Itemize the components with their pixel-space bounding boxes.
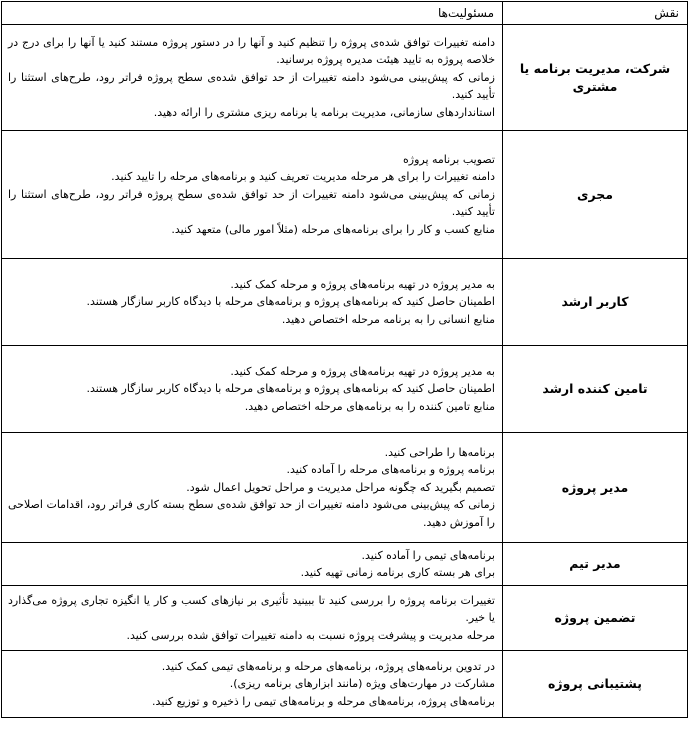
responsibility-text: زمانی که پیش‌بینی می‌شود دامنه تغییرات از حد توافق شده‌ی سطح بسته کاری فراتر رود، اقدامات اصلاحی را آموزش دهید. [8,498,495,529]
list-item [8,311,499,329]
table-row [2,25,688,131]
header-responsibilities: مسئولیت‌ها [2,2,503,25]
bullet-icon [0,69,1,87]
responsibility-list [8,592,499,645]
list-item [8,168,499,186]
responsibility-text: تصمیم بگیرید که چگونه مراحل مدیریت و مراحل تحویل اعمال شود. [186,480,495,494]
bullet-icon [0,151,1,169]
responsibility-list [8,276,499,329]
list-item [8,69,499,104]
responsibility-text: اطمینان حاصل کنید که برنامه‌های پروژه و برنامه‌های مرحله با دیدگاه کاربر سازگار هستند. [86,382,495,396]
bullet-icon [0,398,1,416]
responsibility-text: زمانی که پیش‌بینی می‌شود دامنه تغییرات از حد توافق شده‌ی سطح پروژه فراتر رود، طرح‌های استثنا را تأیید کنید. [8,187,495,219]
list-item [8,221,499,239]
role-cell: کاربر ارشد [503,259,688,346]
role-cell: پشتیبانی پروژه [503,651,688,718]
bullet-icon [0,564,1,582]
bullet-icon [0,363,1,381]
responsibilities-cell [2,131,503,259]
responsibility-text: در تدوین برنامه‌های پروژه، برنامه‌های مرحله و برنامه‌های تیمی کمک کنید. [161,659,495,673]
table-row [2,651,688,718]
list-item [8,461,499,479]
bullet-icon [0,675,1,693]
bullet-icon [0,221,1,239]
responsibility-text: اطمینان حاصل کنید که برنامه‌های پروژه و برنامه‌های مرحله با دیدگاه کاربر سازگار هستند. [86,295,495,309]
table-row [2,346,688,433]
list-item [8,34,499,69]
responsibility-list [8,658,499,711]
responsibilities-cell [2,346,503,433]
list-item [8,380,499,398]
responsibility-text: برنامه پروژه و برنامه‌های مرحله را آماده کنید. [286,463,495,477]
list-item [8,496,499,531]
responsibility-list [8,444,499,532]
bullet-icon [0,186,1,204]
responsibilities-cell [2,25,503,131]
list-item [8,564,499,582]
responsibility-list [8,151,499,239]
list-item [8,658,499,676]
role-cell: تضمین پروژه [503,586,688,651]
list-item [8,627,499,645]
responsibility-text: تغییرات برنامه پروژه را بررسی کنید تا ببینید تأثیری بر نیازهای کسب و کار یا انگیزه تجاری پروژه می‌گذارد یا خیر. [8,593,495,625]
responsibility-text: برنامه‌های پروژه، برنامه‌های مرحله و برنامه‌های تیمی را ذخیره و توزیع کنید. [152,694,495,708]
responsibility-text: منابع کسب و کار را برای برنامه‌های مرحله (مثلاً امور مالی) متعهد کنید. [171,222,495,236]
responsibility-list [8,34,499,122]
responsibility-text: منابع تامین کننده را به برنامه‌های مرحله اختصاص دهید. [244,399,495,413]
responsibilities-cell [2,259,503,346]
role-cell: مجری [503,131,688,259]
responsibilities-cell [2,586,503,651]
responsibility-text: زمانی که پیش‌بینی می‌شود دامنه تغییرات از حد توافق شده‌ی سطح پروژه فراتر رود، طرح‌های استثنا را تأیید کنید. [8,70,495,102]
bullet-icon [0,547,1,565]
responsibility-text: برنامه‌ها را طراحی کنید. [384,445,495,459]
list-item [8,479,499,497]
list-item [8,592,499,627]
table-row [2,259,688,346]
bullet-icon [0,104,1,122]
bullet-icon [0,461,1,479]
bullet-icon [0,34,1,52]
bullet-icon [0,496,1,514]
list-item [8,186,499,221]
table-row [2,586,688,651]
responsibilities-cell [2,651,503,718]
role-cell: مدیر تیم [503,543,688,586]
bullet-icon [0,592,1,610]
list-item [8,151,499,169]
bullet-icon [0,380,1,398]
bullet-icon [0,627,1,645]
responsibility-text: برنامه‌های تیمی را آماده کنید. [361,548,495,562]
list-item [8,293,499,311]
role-cell: شرکت، مدیریت برنامه یا مشتری [503,25,688,131]
responsibility-text: منابع انسانی را به برنامه مرحله اختصاص دهید. [281,312,495,326]
responsibilities-cell [2,543,503,586]
bullet-icon [0,293,1,311]
bullet-icon [0,444,1,462]
table-row [2,543,688,586]
responsibility-text: دامنه تغییرات را برای هر مرحله مدیریت تعریف کنید و برنامه‌های مرحله را تایید کنید. [111,170,495,184]
responsibility-text: به مدیر پروژه در تهیه برنامه‌های پروژه و مرحله کمک کنید. [230,364,495,378]
responsibility-text: برای هر بسته کاری برنامه زمانی تهیه کنید. [300,566,495,579]
list-item [8,444,499,462]
bullet-icon [0,311,1,329]
role-cell: مدیر پروژه [503,433,688,543]
responsibilities-table [1,1,688,718]
bullet-icon [0,276,1,294]
table-row [2,131,688,259]
table-row [2,433,688,543]
bullet-icon [0,479,1,497]
responsibility-list [8,363,499,416]
list-item [8,398,499,416]
bullet-icon [0,693,1,711]
responsibility-text: دامنه تغییرات توافق شده‌ی پروژه را تنظیم کنید و آنها را در دستور پروژه مستند کنید یا آنها را برای درج در خلاصه پروژه به تایید هیئت مدیره پروژه برسانید. [8,35,495,67]
responsibility-text: تصویب برنامه پروژه [403,152,495,166]
bullet-icon [0,168,1,186]
header-row [2,2,688,25]
list-item [8,104,499,122]
responsibilities-cell [2,433,503,543]
responsibility-list [8,547,499,582]
responsibility-text: استانداردهای سازمانی، مدیریت برنامه یا برنامه ریزی مشتری را ارائه دهید. [153,105,495,119]
responsibility-text: به مدیر پروژه در تهیه برنامه‌های پروژه و مرحله کمک کنید. [230,277,495,291]
bullet-icon [0,658,1,676]
list-item [8,276,499,294]
list-item [8,675,499,693]
list-item [8,363,499,381]
responsibility-text: مرحله مدیریت و پیشرفت پروژه نسبت به دامنه تغییرات توافق شده بررسی کنید. [126,628,495,642]
role-cell: تامین کننده ارشد [503,346,688,433]
header-role: نقش [503,2,688,25]
list-item [8,547,499,565]
responsibility-text: مشارکت در مهارت‌های ویژه (مانند ابزارهای برنامه ریزی). [229,677,495,691]
list-item [8,693,499,711]
